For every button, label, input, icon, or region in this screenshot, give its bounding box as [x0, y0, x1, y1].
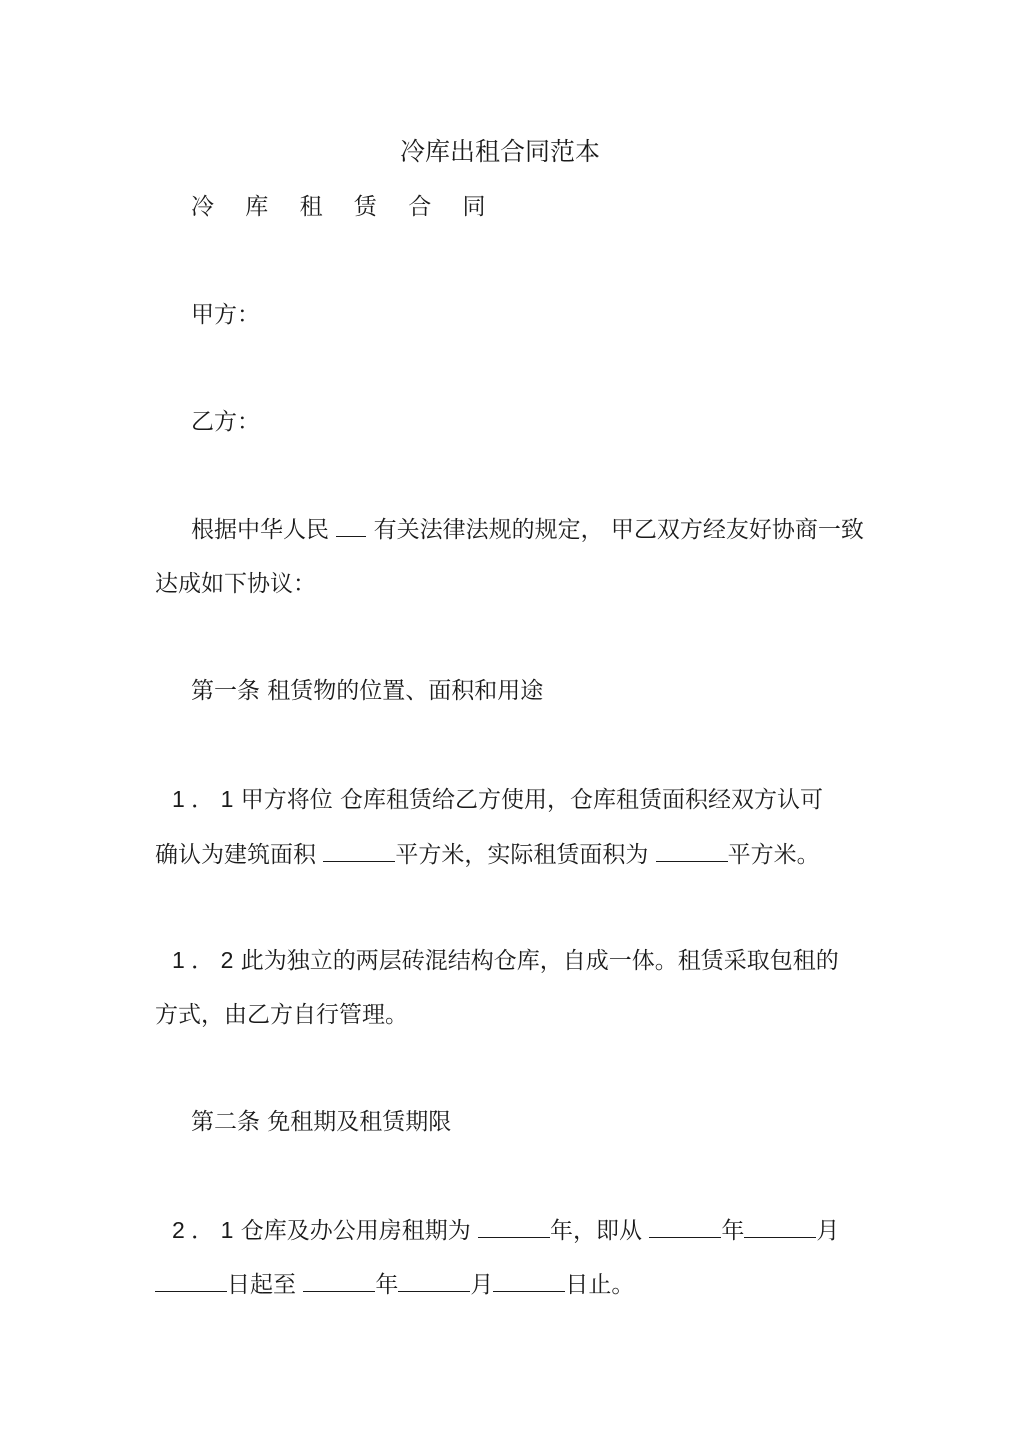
- blank-line: [155, 1269, 227, 1292]
- party-b-label: 乙方：: [191, 409, 260, 435]
- clause-2-1-line-2: [155, 1269, 634, 1300]
- clause-text-a: 日起至: [227, 1272, 296, 1298]
- clause-text-c: 月: [470, 1272, 494, 1298]
- blank-line: [303, 1269, 375, 1292]
- clause-text-b: 年: [375, 1272, 399, 1298]
- blank-line: [398, 1269, 470, 1292]
- clause-number: 1 ． 2: [172, 947, 234, 973]
- clause-text-d: 月: [816, 1218, 840, 1244]
- article-2-heading: 第二条 免租期及租赁期限: [191, 1109, 452, 1135]
- blank-line: [656, 839, 728, 862]
- clause-text-b: 年，即从: [550, 1218, 642, 1244]
- clause-1-1-line-1: [172, 784, 823, 815]
- clause-1-2-line-1: [172, 945, 839, 976]
- blank-line: [493, 1269, 565, 1292]
- blank-line: [478, 1215, 550, 1238]
- blank-line: [649, 1215, 721, 1238]
- clause-number: 1 ． 1: [172, 786, 234, 812]
- clause-1-1-line-2: [155, 839, 820, 870]
- clause-number: 2 ． 1: [172, 1217, 234, 1243]
- preamble-line-2: 达成如下协议：: [155, 571, 316, 597]
- preamble-line-1: [191, 514, 864, 545]
- preamble-text-a: 根据中华人民: [191, 517, 329, 543]
- clause-text: 甲方将位 仓库租赁给乙方使用，仓库租赁面积经双方认可: [240, 787, 823, 813]
- clause-text-a: 确认为建筑面积: [155, 842, 316, 868]
- preamble-text-b: 有关法律法规的规定， 甲乙双方经友好协商一致: [373, 517, 864, 543]
- clause-text-a: 仓库及办公用房租期为: [240, 1218, 471, 1244]
- blank-line: [744, 1215, 816, 1238]
- clause-text-d: 日止。: [565, 1272, 635, 1298]
- clause-text-b: 平方米，实际租赁面积为: [395, 842, 649, 868]
- blank-line: [323, 839, 395, 862]
- clause-text-c: 平方米。: [727, 842, 820, 868]
- blank-line: [336, 514, 366, 537]
- clause-text-c: 年: [721, 1218, 745, 1244]
- article-1-heading: 第一条 租赁物的位置、面积和用途: [191, 678, 544, 704]
- contract-subtitle: 冷 库 租 赁 合 同: [191, 194, 498, 220]
- clause-text: 此为独立的两层砖混结构仓库，自成一体。租赁采取包租的: [240, 948, 839, 974]
- document-title: 冷库出租合同范本: [399, 137, 600, 166]
- party-a-label: 甲方：: [191, 302, 260, 328]
- clause-1-2-line-2: 方式，由乙方自行管理。: [155, 1002, 408, 1028]
- clause-2-1-line-1: [172, 1215, 839, 1246]
